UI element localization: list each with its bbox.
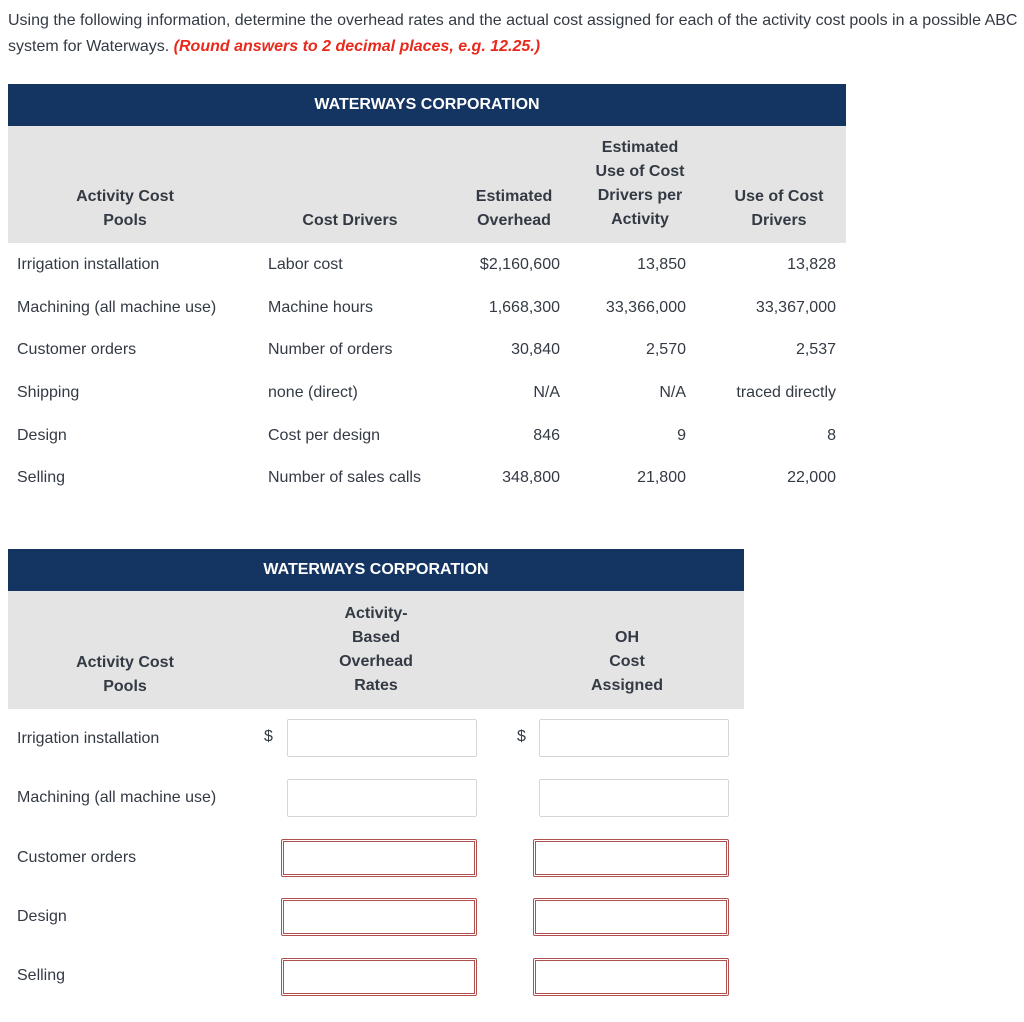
header-oh-cost-assigned — [567, 626, 687, 698]
header-line: Overhead — [477, 212, 551, 229]
cost-driver: Machine hours — [268, 299, 373, 316]
header-line: Activity — [611, 211, 669, 228]
actual-use: 8 — [827, 427, 836, 444]
header-cost-drivers — [280, 209, 420, 233]
overhead-rate-input-machining[interactable] — [287, 779, 477, 817]
header-line: Estimated — [475, 188, 553, 205]
cost-driver: Number of orders — [268, 341, 393, 358]
header-line: Assigned — [590, 677, 663, 694]
header-line: Drivers — [751, 212, 807, 229]
header-line: Activity Cost — [76, 654, 174, 671]
oh-cost-assigned-input-design[interactable] — [533, 898, 729, 936]
estimated-overhead: 846 — [533, 427, 560, 444]
header-line: Pools — [103, 678, 147, 695]
activity-pool: Shipping — [17, 384, 80, 401]
activity-pool: Selling — [17, 469, 66, 486]
overhead-rate-input-customer-orders[interactable] — [281, 839, 477, 877]
header-line: Cost Drivers — [302, 212, 398, 229]
header-line: Based — [351, 629, 401, 646]
dollar-sign: $ — [264, 728, 273, 745]
oh-cost-assigned-input-irrigation[interactable] — [539, 719, 729, 757]
actual-use: 22,000 — [787, 469, 836, 486]
estimated-overhead: 30,840 — [511, 341, 560, 358]
header-line: OH — [615, 629, 639, 646]
instructions — [8, 8, 1018, 60]
estimated-use: N/A — [659, 384, 686, 401]
header-line: Cost — [609, 653, 645, 670]
activity-pool: Design — [17, 908, 67, 925]
estimated-overhead: N/A — [533, 384, 560, 401]
actual-use: traced directly — [736, 384, 836, 401]
table2-title: WATERWAYS CORPORATION — [8, 549, 744, 591]
cost-driver: Cost per design — [268, 427, 381, 444]
header-estimated-overhead — [464, 185, 564, 233]
activity-pool: Irrigation installation — [17, 730, 160, 747]
header-line: Rates — [354, 677, 398, 694]
dollar-sign: $ — [517, 728, 526, 745]
table1-title: WATERWAYS CORPORATION — [8, 84, 846, 126]
oh-cost-assigned-input-selling[interactable] — [533, 958, 729, 996]
header-activity-based-overhead-rates — [316, 602, 436, 698]
header-line: Use of Cost — [734, 188, 824, 205]
overhead-rate-input-irrigation[interactable] — [287, 719, 477, 757]
activity-pool: Design — [17, 427, 67, 444]
estimated-use: 21,800 — [637, 469, 686, 486]
activity-pool: Customer orders — [17, 849, 137, 866]
header-use-of-cost-drivers — [724, 185, 834, 233]
overhead-rate-input-selling[interactable] — [281, 958, 477, 996]
estimated-overhead: 348,800 — [502, 469, 560, 486]
actual-use: 13,828 — [787, 256, 836, 273]
estimated-use: 2,570 — [645, 341, 686, 358]
actual-use: 33,367,000 — [755, 299, 836, 316]
header-line: Activity Cost — [76, 188, 174, 205]
activity-pool: Machining (all machine use) — [17, 299, 217, 316]
activity-pool: Selling — [17, 967, 66, 984]
estimated-use: 13,850 — [637, 256, 686, 273]
header-line: Activity- — [344, 605, 408, 622]
cost-driver: Number of sales calls — [268, 469, 421, 486]
instructions-text: Using the following information, determine the overhead rates and the actual cost assigned for each of the activity cost pools in a possible ABC system for Waterways. — [8, 12, 1018, 55]
estimated-use: 33,366,000 — [605, 299, 686, 316]
header-line: Estimated — [601, 139, 679, 156]
oh-cost-assigned-input-machining[interactable] — [539, 779, 729, 817]
activity-pool: Machining (all machine use) — [17, 789, 217, 806]
estimated-overhead: $2,160,600 — [479, 256, 560, 273]
actual-use: 2,537 — [795, 341, 836, 358]
header-line: Pools — [103, 212, 147, 229]
header-line: Drivers per — [597, 187, 683, 204]
activity-pool: Customer orders — [17, 341, 137, 358]
rounding-hint: (Round answers to 2 decimal places, e.g. 12.25.) — [173, 38, 541, 55]
overhead-rate-input-design[interactable] — [281, 898, 477, 936]
oh-cost-assigned-input-customer-orders[interactable] — [533, 839, 729, 877]
estimated-use: 9 — [677, 427, 686, 444]
cost-driver: none (direct) — [268, 384, 358, 401]
header-estimated-use-of-cost-drivers — [585, 136, 695, 232]
estimated-overhead: 1,668,300 — [488, 299, 560, 316]
activity-pool: Irrigation installation — [17, 256, 160, 273]
header-line: Overhead — [339, 653, 413, 670]
header-activity-cost-pools — [40, 651, 210, 699]
cost-driver: Labor cost — [268, 256, 343, 273]
header-activity-cost-pools — [40, 185, 210, 233]
header-line: Use of Cost — [595, 163, 685, 180]
